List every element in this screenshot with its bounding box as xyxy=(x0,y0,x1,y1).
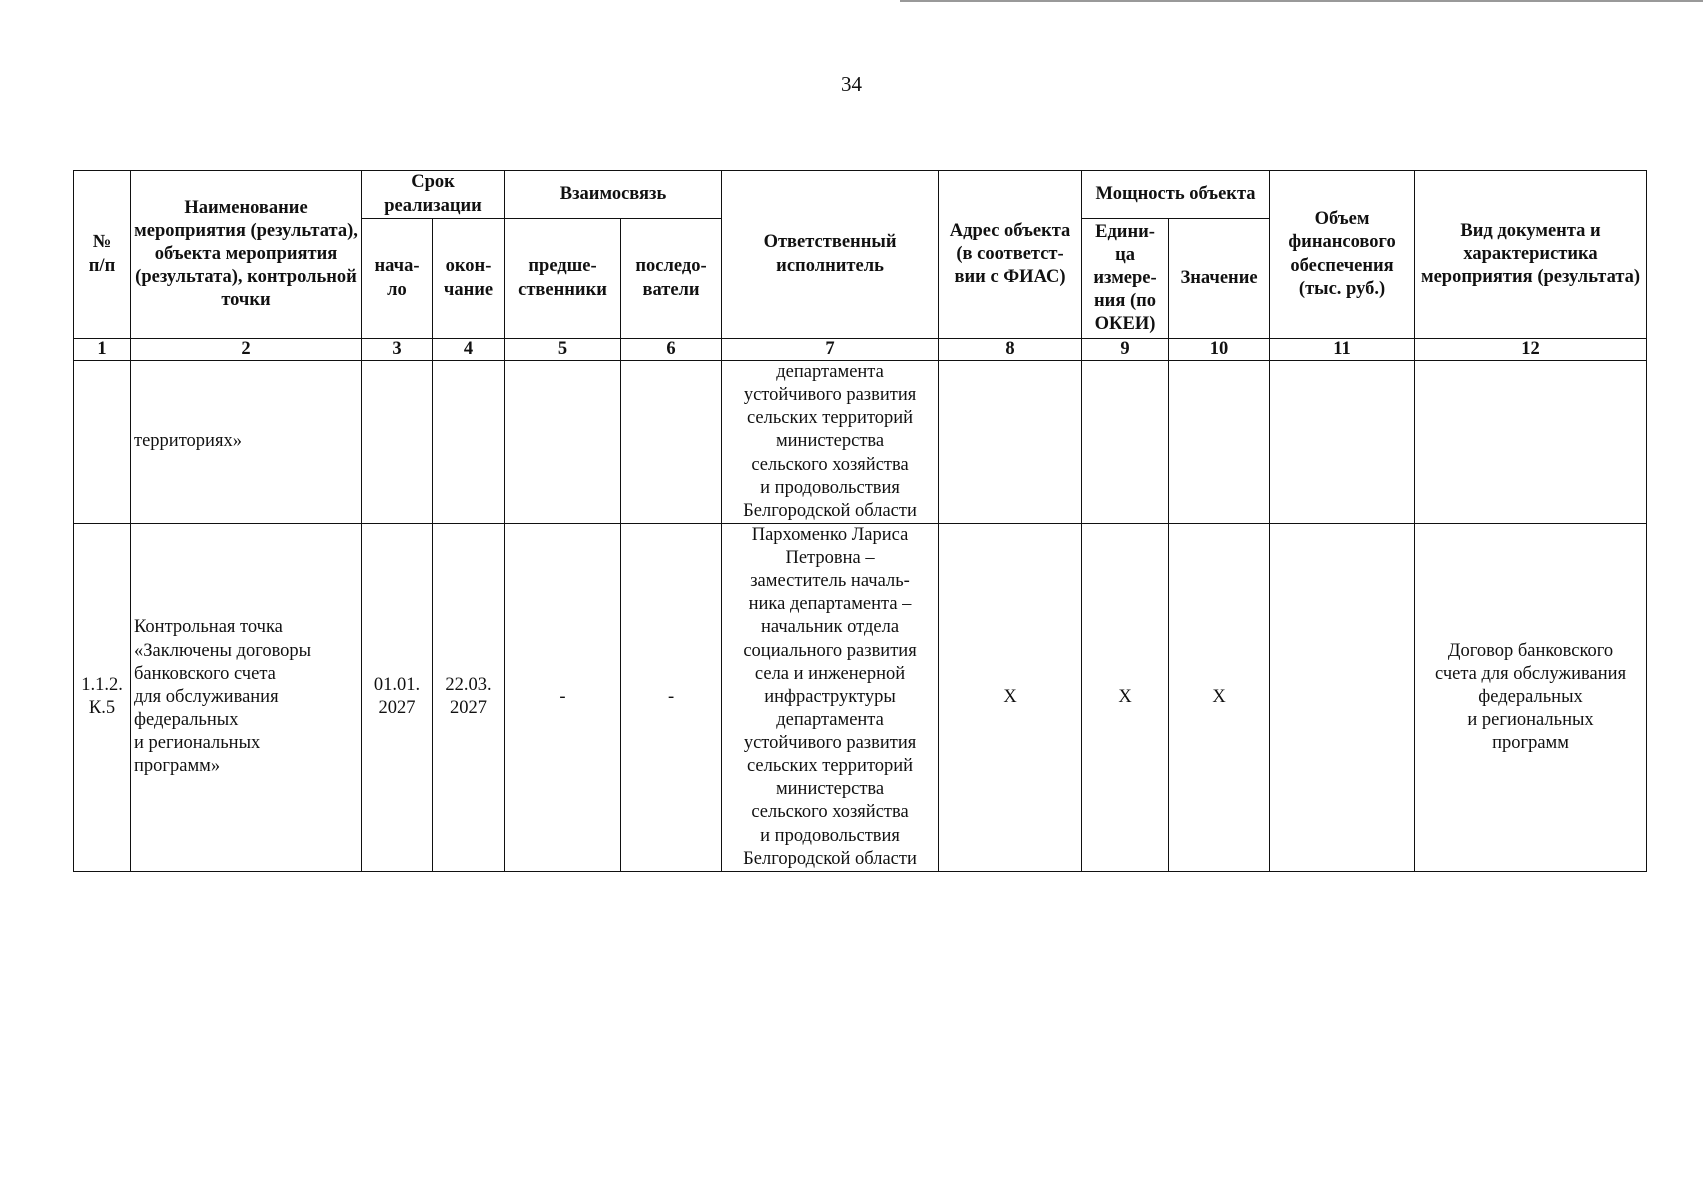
column-number: 5 xyxy=(505,339,621,361)
table-row xyxy=(74,523,1647,871)
cell-start xyxy=(362,361,433,524)
column-number: 10 xyxy=(1169,339,1270,361)
header-finance: Объем финансового обеспечения (тыс. руб.) xyxy=(1270,171,1415,339)
cell-num: 1.1.2. К.5 xyxy=(74,523,131,871)
header-relation: Взаимосвязь xyxy=(505,171,722,219)
column-number-row xyxy=(74,339,1647,361)
column-number: 9 xyxy=(1082,339,1169,361)
column-number: 2 xyxy=(131,339,362,361)
header-address: Адрес объекта (в соответст-вии с ФИАС) xyxy=(939,171,1082,339)
cell-address xyxy=(939,361,1082,524)
cell-end xyxy=(433,361,505,524)
column-number: 1 xyxy=(74,339,131,361)
cell-num xyxy=(74,361,131,524)
cell-prev: - xyxy=(505,523,621,871)
header-term-end: окон- чание xyxy=(433,219,505,339)
column-number: 12 xyxy=(1415,339,1647,361)
column-number: 6 xyxy=(621,339,722,361)
header-num: № п/п xyxy=(74,171,131,339)
table-row xyxy=(74,361,1647,524)
header-name: Наименование мероприятия (результата), объекта мероприятия (результата), контрольной точки xyxy=(131,171,362,339)
cell-name: территориях» xyxy=(131,361,362,524)
cell-responsible: Пархоменко Лариса Петровна – заместитель началь- ника департамента – начальник отдела социального развития села и инженерной инфраструктуры департамента устойчивого развития сельских территорий министерства сельского хозяйства и продовольствия Белгородской области xyxy=(722,523,939,871)
header-capacity: Мощность объекта xyxy=(1082,171,1270,219)
cell-finance xyxy=(1270,361,1415,524)
cell-value xyxy=(1169,361,1270,524)
header-document: Вид документа и характеристика мероприятия (результата) xyxy=(1415,171,1647,339)
cell-next xyxy=(621,361,722,524)
cell-end: 22.03. 2027 xyxy=(433,523,505,871)
cell-finance xyxy=(1270,523,1415,871)
header-responsible: Ответственный исполнитель xyxy=(722,171,939,339)
header-term: Срок реализации xyxy=(362,171,505,219)
column-number: 3 xyxy=(362,339,433,361)
cell-responsible: департамента устойчивого развития сельских территорий министерства сельского хозяйства и продовольствия Белгородской области xyxy=(722,361,939,524)
cell-next: - xyxy=(621,523,722,871)
cell-unit xyxy=(1082,361,1169,524)
cell-address: X xyxy=(939,523,1082,871)
page-number: 34 xyxy=(841,72,862,96)
cell-start: 01.01. 2027 xyxy=(362,523,433,871)
header-relation-next: последо- ватели xyxy=(621,219,722,339)
header-row-1 xyxy=(74,171,1647,219)
cell-unit: X xyxy=(1082,523,1169,871)
plan-table xyxy=(73,170,1647,872)
header-relation-prev: предше- ственники xyxy=(505,219,621,339)
header-term-start: нача- ло xyxy=(362,219,433,339)
cell-prev xyxy=(505,361,621,524)
header-capacity-unit: Едини- ца измере- ния (по ОКЕИ) xyxy=(1082,219,1169,339)
cell-value: X xyxy=(1169,523,1270,871)
header-capacity-value: Значение xyxy=(1169,219,1270,339)
column-number: 11 xyxy=(1270,339,1415,361)
scan-edge-line xyxy=(900,0,1703,2)
cell-document: Договор банковского счета для обслуживания федеральных и региональных программ xyxy=(1415,523,1647,871)
column-number: 7 xyxy=(722,339,939,361)
column-number: 8 xyxy=(939,339,1082,361)
cell-name: Контрольная точка «Заключены договоры банковского счета для обслуживания федеральных и региональных программ» xyxy=(131,523,362,871)
cell-document xyxy=(1415,361,1647,524)
column-number: 4 xyxy=(433,339,505,361)
